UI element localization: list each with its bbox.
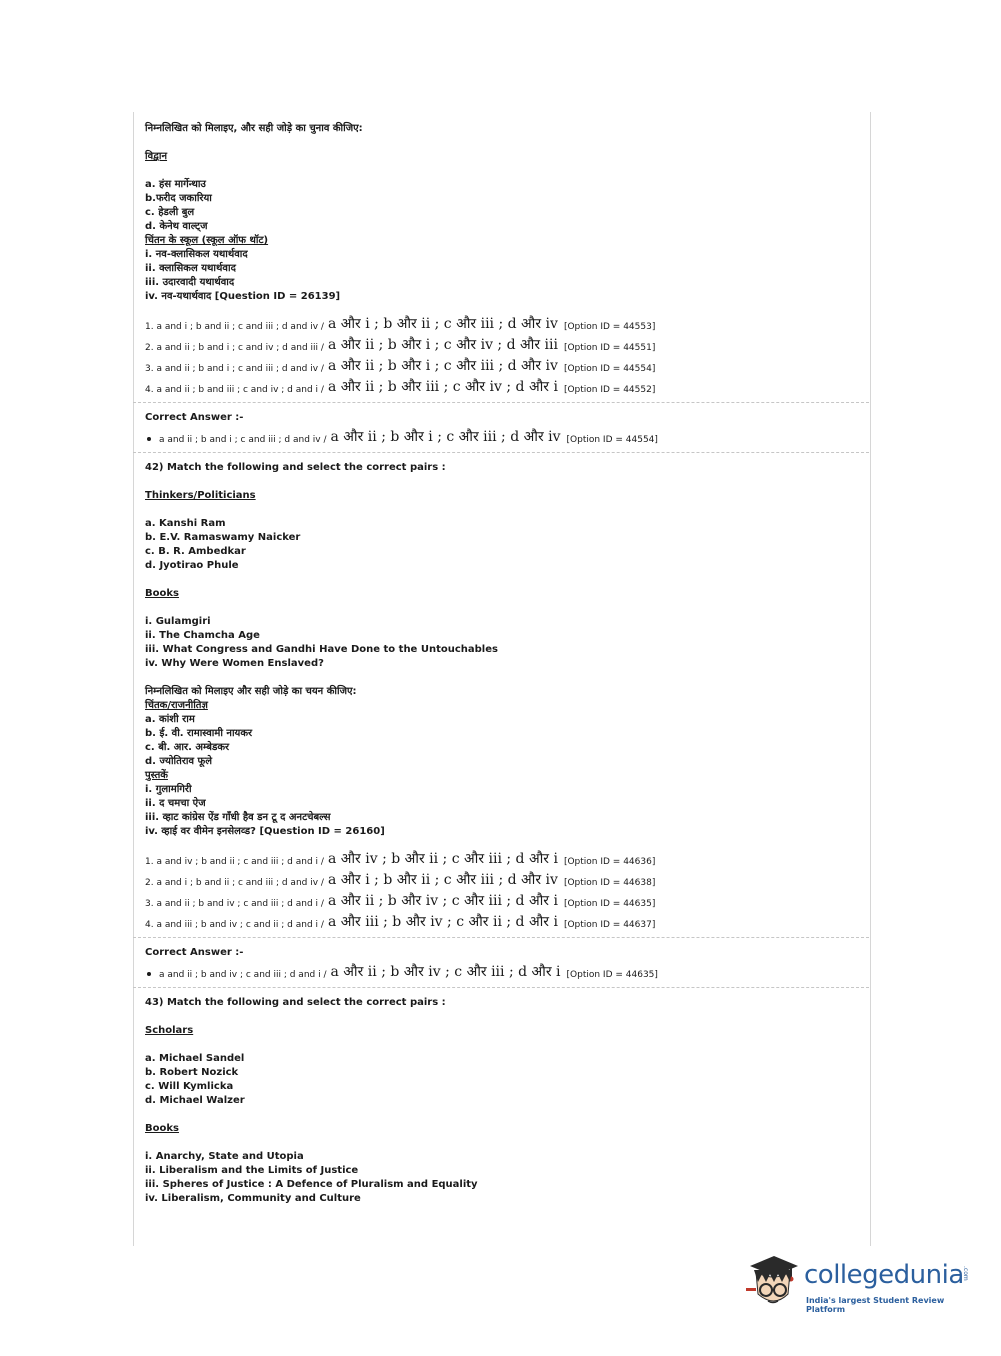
bullet-icon bbox=[147, 972, 151, 976]
option-text-hi: a और i ; b और ii ; c और iii ; d और iv bbox=[327, 316, 558, 332]
option-id: [Option ID = 44553] bbox=[563, 322, 656, 332]
option-text-hi: a और ii ; b और iv ; c और iii ; d और i bbox=[330, 964, 561, 980]
q41-intro: निम्नलिखित को मिलाइए, और सही जोड़े का चुनाव कीजिए: bbox=[145, 123, 363, 134]
bullet-icon bbox=[147, 437, 151, 441]
q43-heading-scholars: Scholars bbox=[145, 1025, 194, 1036]
list-item: iii. उदारवादी यथार्थवाद bbox=[145, 277, 235, 288]
option-id: [Option ID = 44552] bbox=[563, 385, 656, 395]
option-text-en: 3. a and ii ; b and i ; c and iii ; d and iv / bbox=[145, 364, 324, 374]
list-item: iv. नव-यथार्थवाद [Question ID = 26139] bbox=[145, 291, 341, 302]
option-text-en: 2. a and i ; b and ii ; c and iii ; d and iv / bbox=[145, 878, 324, 888]
brand-name: collegedunia bbox=[804, 1260, 964, 1290]
student-mascot-icon bbox=[744, 1252, 800, 1312]
list-item: c. B. R. Ambedkar bbox=[145, 546, 246, 557]
list-item: d. Jyotirao Phule bbox=[145, 560, 239, 571]
list-item: a. Kanshi Ram bbox=[145, 518, 226, 529]
divider bbox=[133, 402, 869, 403]
brand-domain: .com bbox=[962, 1266, 969, 1281]
q42-heading-books: Books bbox=[145, 588, 179, 599]
option-text-hi: a और ii ; b और i ; c और iii ; d और iv bbox=[330, 429, 561, 445]
option-text-en: 1. a and i ; b and ii ; c and iii ; d and iv / bbox=[145, 322, 324, 332]
option-text-en: 1. a and iv ; b and ii ; c and iii ; d and i / bbox=[145, 857, 324, 867]
q42-hindi-heading-books: पुस्तकें bbox=[145, 770, 168, 781]
q42-heading-thinkers: Thinkers/Politicians bbox=[145, 490, 256, 501]
option-id: [Option ID = 44638] bbox=[563, 878, 656, 888]
divider bbox=[133, 937, 869, 938]
list-item: i. Anarchy, State and Utopia bbox=[145, 1151, 304, 1162]
option-text-en: 2. a and ii ; b and i ; c and iv ; d and iii / bbox=[145, 343, 324, 353]
option-text-hi: a और iii ; b और iv ; c और ii ; d और i bbox=[327, 914, 558, 930]
list-item: a. कांशी राम bbox=[145, 714, 195, 725]
list-item: i. नव-क्लासिकल यथार्थवाद bbox=[145, 249, 248, 260]
list-item: b. E.V. Ramaswamy Naicker bbox=[145, 532, 301, 543]
option-id: [Option ID = 44637] bbox=[563, 920, 656, 930]
list-item: d. Michael Walzer bbox=[145, 1095, 245, 1106]
option-text-hi: a और ii ; b और iv ; c और iii ; d और i bbox=[327, 893, 558, 909]
q42-hindi-heading-thinkers: चिंतक/राजनीतिज्ञ bbox=[145, 700, 208, 711]
question-content bbox=[145, 122, 857, 1206]
option-id: [Option ID = 44636] bbox=[563, 857, 656, 867]
option-text-en: 3. a and ii ; b and iv ; c and iii ; d and i / bbox=[145, 899, 324, 909]
q41-heading-scholars: विद्वान bbox=[145, 151, 168, 162]
collegedunia-logo bbox=[744, 1252, 974, 1318]
q41-option-1 bbox=[145, 312, 857, 333]
option-id: [Option ID = 44635] bbox=[563, 899, 656, 909]
option-text-hi: a और ii ; b और iii ; c और iv ; d और i bbox=[327, 379, 558, 395]
option-id: [Option ID = 44554] bbox=[563, 364, 656, 374]
list-item: iv. व्हाई वर वीमेन इनसेलव्ड? [Question ID = 26160] bbox=[145, 826, 385, 837]
option-text-en: a and ii ; b and iv ; c and iii ; d and i / bbox=[159, 970, 327, 980]
list-item: i. Gulamgiri bbox=[145, 616, 211, 627]
q42-option-1 bbox=[145, 847, 857, 868]
divider bbox=[133, 452, 869, 453]
q43-title: 43) Match the following and select the correct pairs : bbox=[145, 997, 446, 1008]
option-text-en: 4. a and ii ; b and iii ; c and iv ; d and i / bbox=[145, 385, 324, 395]
q42-title: 42) Match the following and select the correct pairs : bbox=[145, 462, 446, 473]
q42-correct-answer bbox=[145, 960, 857, 981]
brand-tagline: India's largest Student Review Platform bbox=[806, 1296, 945, 1314]
option-text-hi: a और ii ; b और i ; c और iv ; d और iii bbox=[327, 337, 558, 353]
list-item: ii. द चमचा ऐज bbox=[145, 798, 206, 809]
list-item: iii. व्हाट कांग्रेस ऐंड गाँधी हैव डन टू द अनटचेबल्स bbox=[145, 812, 331, 823]
list-item: a. हंस मार्गेन्थाउ bbox=[145, 179, 206, 190]
list-item: c. Will Kymlicka bbox=[145, 1081, 234, 1092]
q42-hindi-intro: निम्नलिखित को मिलाइए और सही जोड़े का चयन कीजिए: bbox=[145, 686, 357, 697]
q41-heading-schools: चिंतन के स्कूल (स्कूल ऑफ थॉट) bbox=[145, 235, 269, 246]
option-id: [Option ID = 44554] bbox=[566, 435, 658, 445]
option-id: [Option ID = 44551] bbox=[563, 343, 656, 353]
list-item: c. हेडली बुल bbox=[145, 207, 195, 218]
option-text-en: 4. a and iii ; b and iv ; c and ii ; d and i / bbox=[145, 920, 324, 930]
list-item: b.फरीद जकारिया bbox=[145, 193, 212, 204]
q41-option-4 bbox=[145, 375, 857, 396]
q41-option-2 bbox=[145, 333, 857, 354]
list-item: c. बी. आर. अम्बेडकर bbox=[145, 742, 230, 753]
q41-option-3 bbox=[145, 354, 857, 375]
list-item: d. केनेथ वाल्ट्ज bbox=[145, 221, 208, 232]
list-item: a. Michael Sandel bbox=[145, 1053, 245, 1064]
list-item: ii. क्लासिकल यथार्थवाद bbox=[145, 263, 236, 274]
list-item: ii. Liberalism and the Limits of Justice bbox=[145, 1165, 359, 1176]
q42-option-4 bbox=[145, 910, 857, 931]
q42-option-2 bbox=[145, 868, 857, 889]
q42-correct-answer-label: Correct Answer :- bbox=[145, 947, 244, 958]
list-item: iv. Liberalism, Community and Culture bbox=[145, 1193, 361, 1204]
q42-option-3 bbox=[145, 889, 857, 910]
list-item: d. ज्योतिराव फूले bbox=[145, 756, 213, 767]
list-item: b. ई. वी. रामास्वामी नायकर bbox=[145, 728, 253, 739]
list-item: iii. What Congress and Gandhi Have Done to the Untouchables bbox=[145, 644, 498, 655]
option-text-hi: a और ii ; b और i ; c और iii ; d और iv bbox=[327, 358, 558, 374]
list-item: ii. The Chamcha Age bbox=[145, 630, 260, 641]
list-item: i. गुलामगिरी bbox=[145, 784, 192, 795]
list-item: iii. Spheres of Justice : A Defence of Pluralism and Equality bbox=[145, 1179, 478, 1190]
q41-correct-answer bbox=[145, 425, 857, 446]
divider bbox=[133, 987, 869, 988]
option-text-en: a and ii ; b and i ; c and iii ; d and iv / bbox=[159, 435, 327, 445]
option-text-hi: a और iv ; b और ii ; c और iii ; d और i bbox=[327, 851, 558, 867]
q41-correct-answer-label: Correct Answer :- bbox=[145, 412, 244, 423]
option-id: [Option ID = 44635] bbox=[566, 970, 658, 980]
list-item: b. Robert Nozick bbox=[145, 1067, 239, 1078]
option-text-hi: a और i ; b और ii ; c और iii ; d और iv bbox=[327, 872, 558, 888]
list-item: iv. Why Were Women Enslaved? bbox=[145, 658, 324, 669]
q43-heading-books: Books bbox=[145, 1123, 179, 1134]
